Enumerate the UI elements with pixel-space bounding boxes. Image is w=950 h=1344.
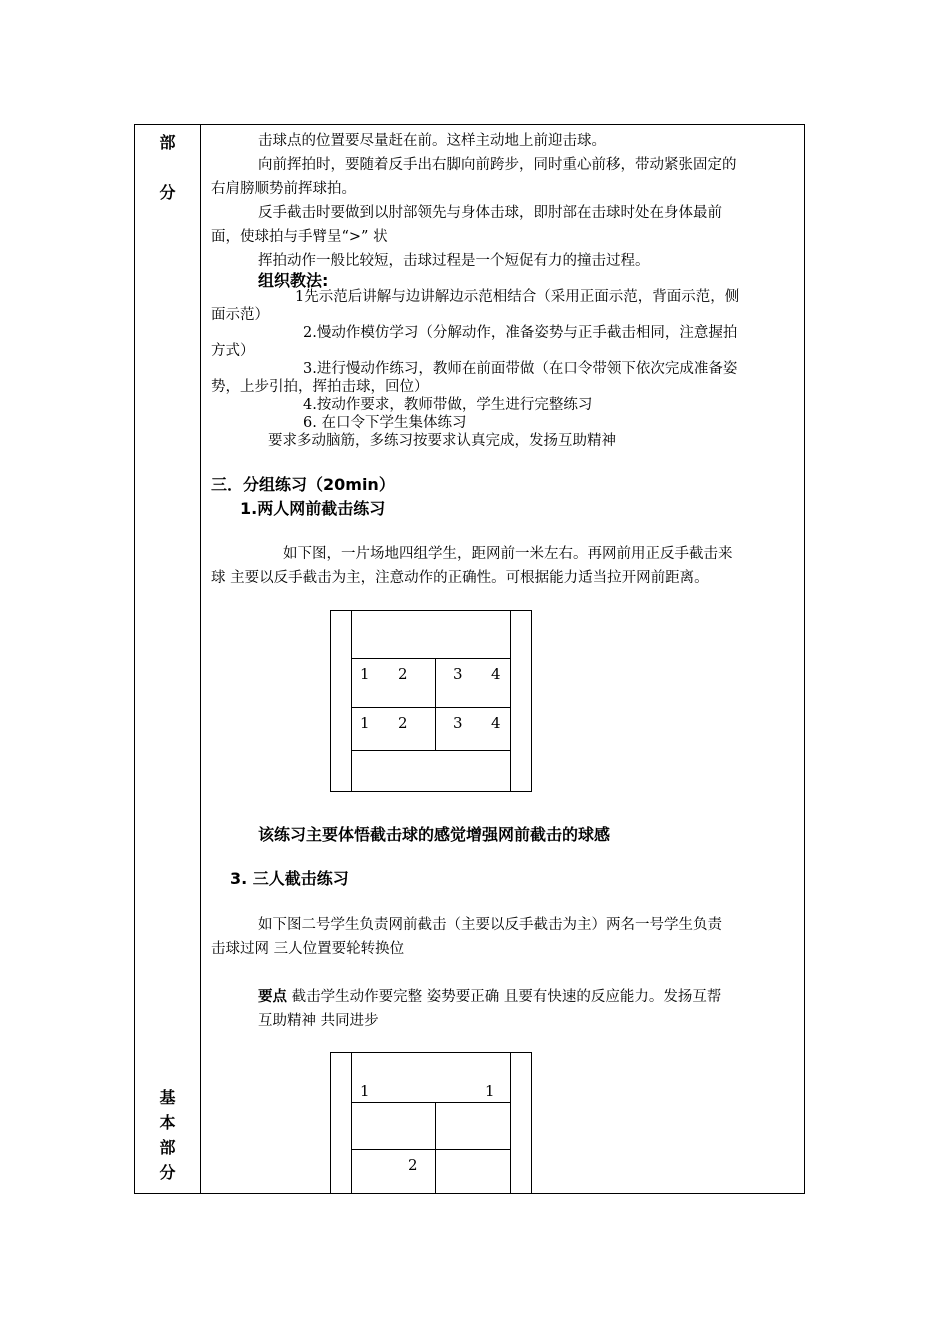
left-label-bottom-2: 本 <box>159 1113 176 1132</box>
left-label-bottom-1: 基 <box>159 1088 176 1107</box>
court1-line-h1 <box>351 658 511 659</box>
court1-r1-c2: 2 <box>398 665 408 683</box>
org-step-2b: 方式） <box>211 343 255 359</box>
org-step-1b: 面示范） <box>211 307 269 323</box>
court2-line-h2 <box>351 1149 511 1150</box>
column-divider <box>200 124 201 1194</box>
court1-r2-c3: 3 <box>453 714 463 732</box>
section3-sub1: 1.两人网前截击练习 <box>240 499 386 518</box>
court2-outer-left <box>330 1052 331 1193</box>
section3-sub3: 3. 三人截击练习 <box>230 869 349 888</box>
court1-r2-c1: 1 <box>360 714 370 732</box>
court1-line-h3 <box>351 750 511 751</box>
left-label-bottom-4: 分 <box>159 1163 176 1182</box>
paragraph-2a: 向前挥拍时，要随着反手出右脚向前跨步，同时重心前移，带动紧张固定的 <box>258 157 737 173</box>
court1-r1-c1: 1 <box>360 665 370 683</box>
section3-desc3a: 如下图二号学生负责网前截击（主要以反手截击为主）两名一号学生负责 <box>258 917 722 933</box>
paragraph-1: 击球点的位置要尽量赶在前。这样主动地上前迎击球。 <box>258 133 606 149</box>
court1-line-h2 <box>351 707 511 708</box>
court1-line-left <box>351 610 352 792</box>
key-points <box>258 987 721 1007</box>
court1-r2-c2: 2 <box>398 714 408 732</box>
paragraph-2b: 右肩膀顺势前挥球拍。 <box>211 181 356 197</box>
court1-line-center <box>435 658 436 750</box>
court2-player-bottom: 2 <box>408 1156 418 1174</box>
court1-line-right <box>510 610 511 792</box>
court1-outer <box>330 610 532 792</box>
section3-desc3b: 击球过网 三人位置要轮转换位 <box>211 941 405 957</box>
left-label-top-2: 分 <box>159 183 176 202</box>
court2-line-center <box>435 1102 436 1193</box>
org-step-4: 4.按动作要求，教师带做，学生进行完整练习 <box>303 397 593 413</box>
section3-title: 三．分组练习（20min） <box>211 475 395 494</box>
key-text-b: 互助精神 共同进步 <box>258 1013 379 1029</box>
court2-line-h1 <box>351 1102 511 1103</box>
org-step-2a: 2.慢动作模仿学习（分解动作，准备姿势与正手截击相同，注意握拍 <box>303 325 738 341</box>
org-step-3b: 势，上步引拍，挥拍击球，回位） <box>211 379 429 395</box>
section3-desc1b: 球 主要以反手截击为主，注意动作的正确性。可根据能力适当拉开网前距离。 <box>211 570 709 586</box>
court2-outer-top <box>330 1052 532 1053</box>
court2-player-left: 1 <box>360 1082 370 1100</box>
org-step-3a: 3.进行慢动作练习，教师在前面带做（在口令带领下依次完成准备姿 <box>303 361 738 377</box>
court2-player-right: 1 <box>485 1082 495 1100</box>
org-requirement: 要求多动脑筋，多练习按要求认真完成，发扬互助精神 <box>268 433 616 449</box>
section3-note1: 该练习主要体悟截击球的感觉增强网前截击的球感 <box>258 825 611 844</box>
key-label: 要点 <box>258 989 287 1005</box>
left-label-bottom-3: 部 <box>159 1138 176 1157</box>
org-title: 组织教法: <box>258 271 329 290</box>
org-step-5: 6. 在口令下学生集体练习 <box>303 415 467 431</box>
court1-r1-c3: 3 <box>453 665 463 683</box>
section3-desc1a: 如下图，一片场地四组学生，距网前一米左右。再网前用正反手截击来 <box>283 546 733 562</box>
court1-r1-c4: 4 <box>491 665 501 683</box>
paragraph-4: 挥拍动作一般比较短，击球过程是一个短促有力的撞击过程。 <box>258 253 650 269</box>
court2-line-right <box>510 1052 511 1193</box>
court2-line-left <box>351 1052 352 1193</box>
paragraph-3a: 反手截击时要做到以肘部领先与身体击球，即肘部在击球时处在身体最前 <box>258 205 722 221</box>
org-step-1a: 1先示范后讲解与边讲解边示范相结合（采用正面示范，背面示范，侧 <box>295 289 740 305</box>
court1-r2-c4: 4 <box>491 714 501 732</box>
left-label-top-1: 部 <box>159 133 176 152</box>
paragraph-3b: 面，使球拍与手臂呈“>” 状 <box>211 229 388 245</box>
key-text-a: 截击学生动作要完整 姿势要正确 且要有快速的反应能力。发扬互帮 <box>287 989 722 1005</box>
court2-outer-right <box>531 1052 532 1193</box>
